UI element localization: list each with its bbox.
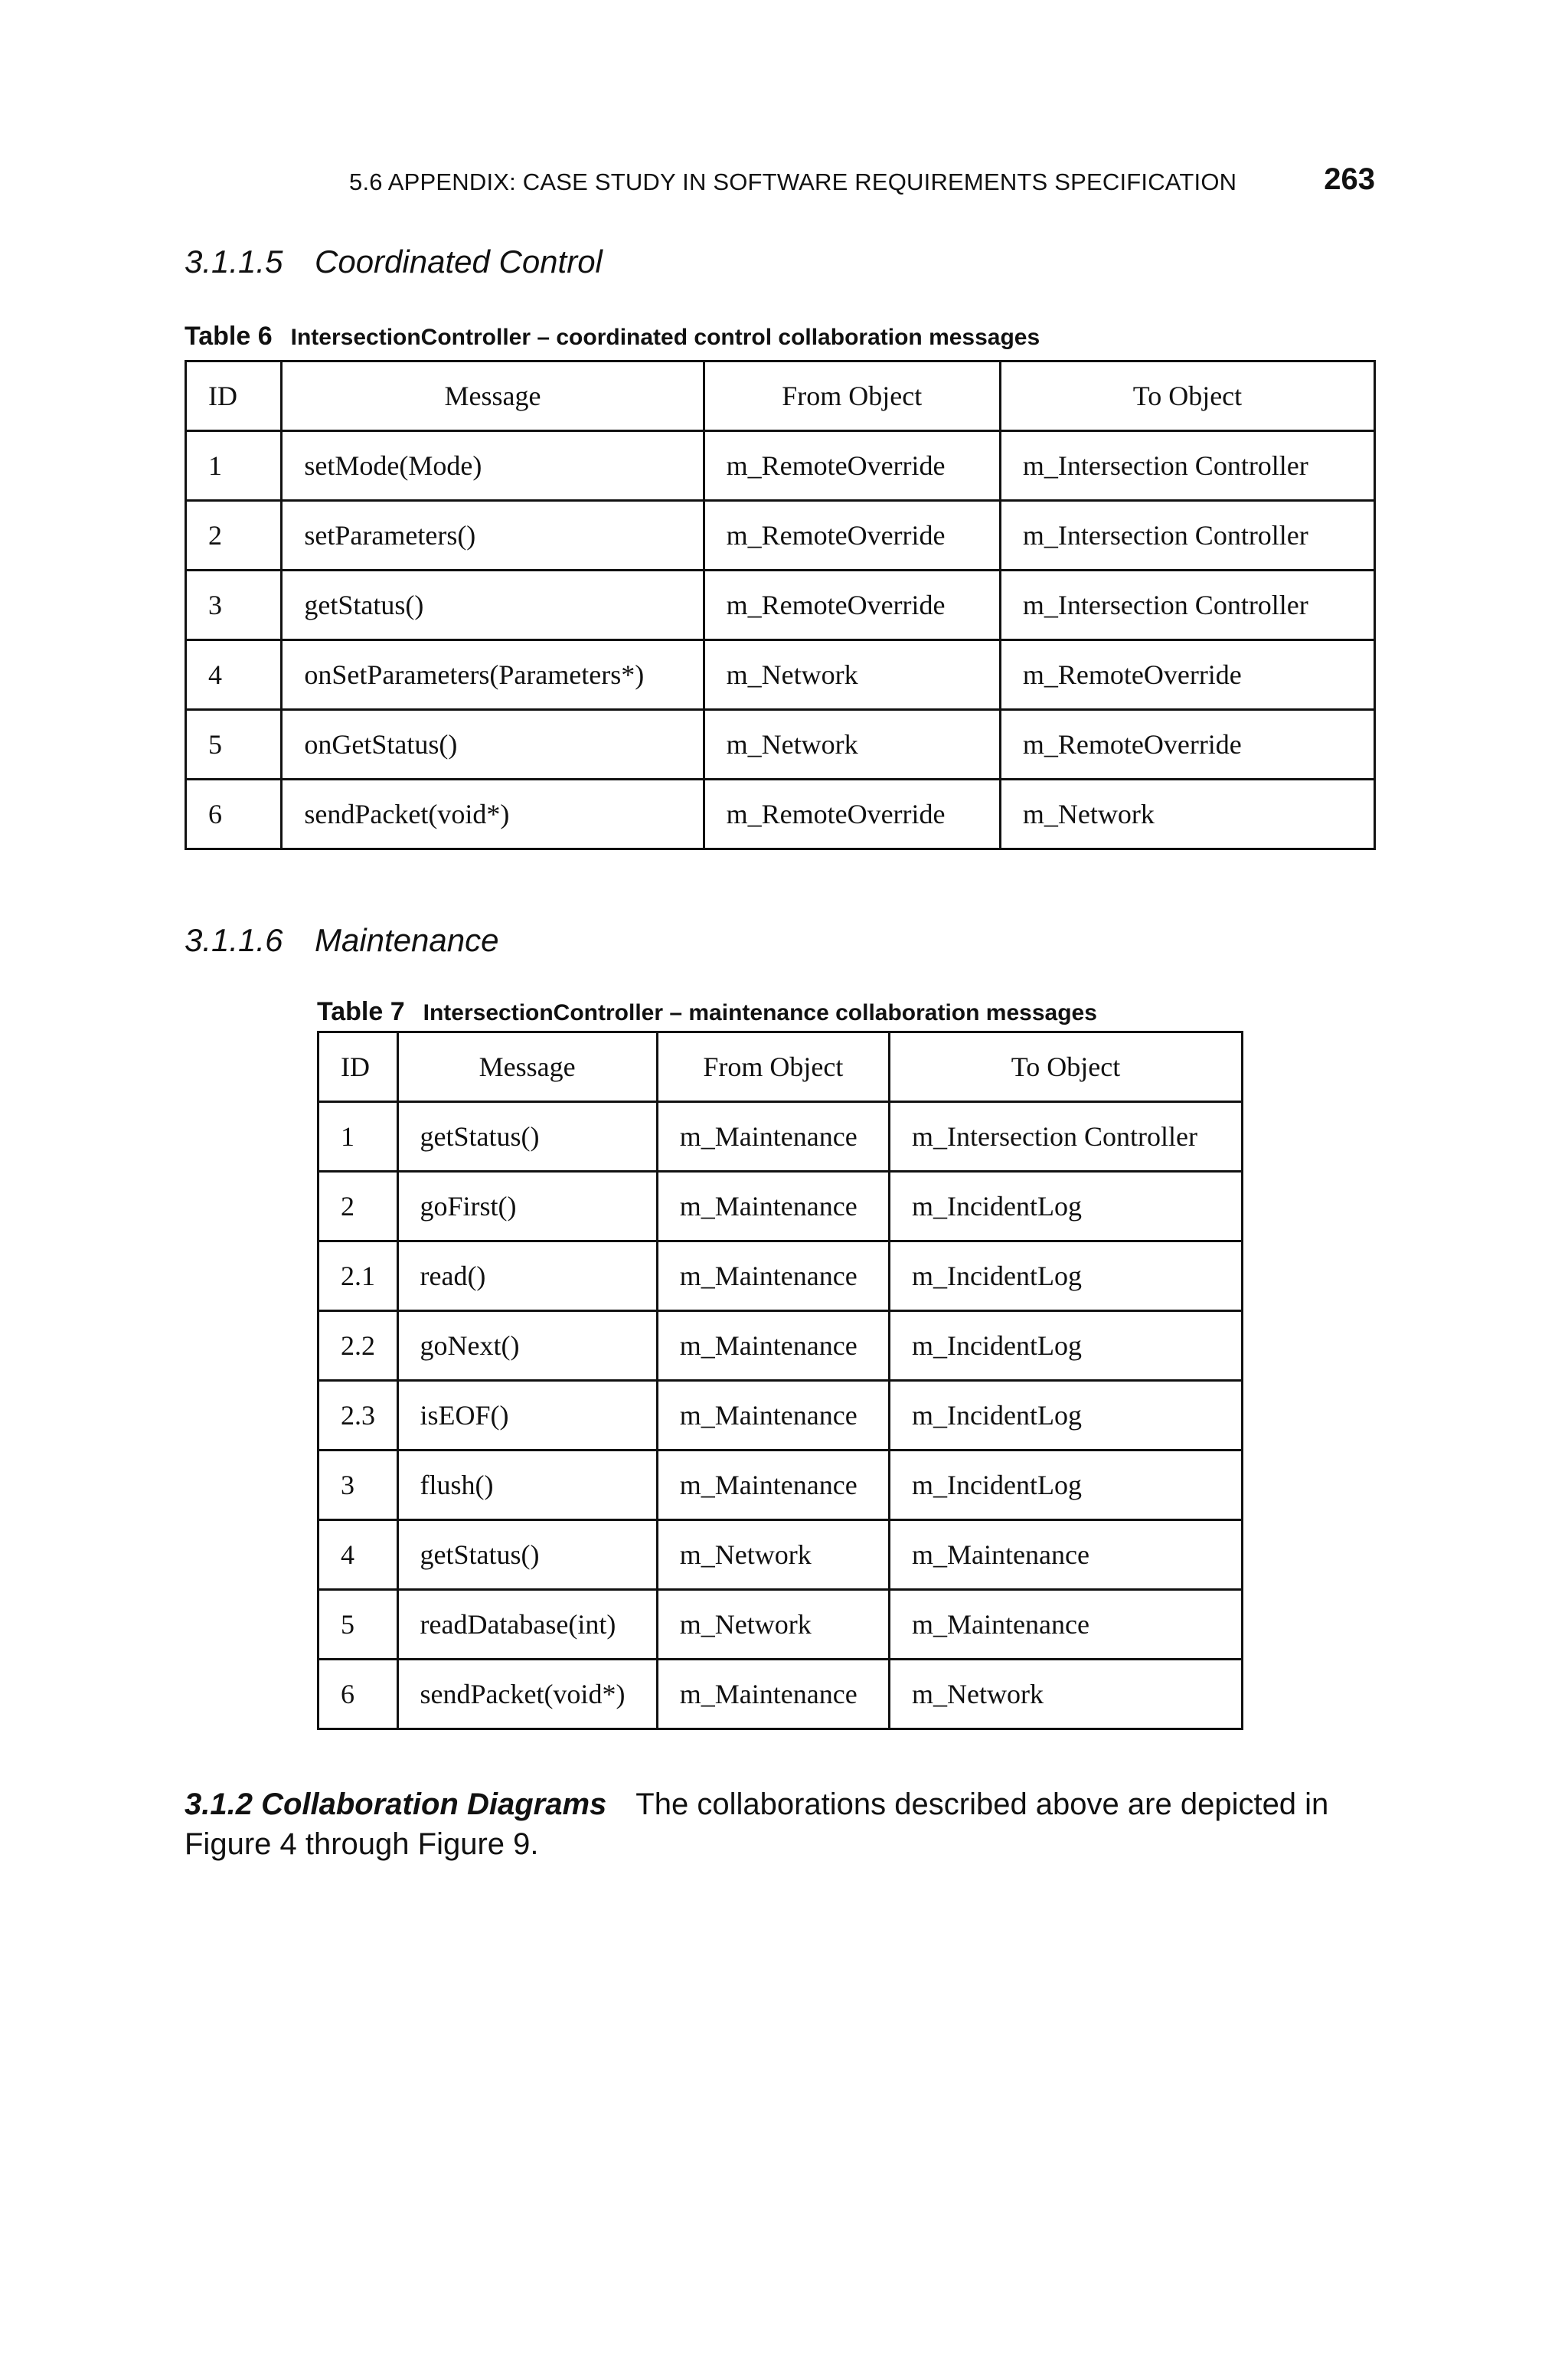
section-title: Coordinated Control	[315, 244, 603, 280]
cell-message: getStatus()	[282, 571, 704, 640]
table7-caption-text: IntersectionController – maintenance collaboration messages	[423, 1000, 1097, 1025]
cell-message: read()	[397, 1241, 657, 1311]
cell-to: m_Intersection Controller	[1000, 501, 1374, 571]
table-row	[318, 1590, 1243, 1660]
table6-caption-text: IntersectionController – coordinated control collaboration messages	[290, 325, 1040, 350]
cell-to: m_IncidentLog	[890, 1172, 1243, 1241]
cell-from: m_RemoteOverride	[704, 431, 1000, 501]
cell-message: readDatabase(int)	[397, 1590, 657, 1660]
cell-to: m_Maintenance	[890, 1590, 1243, 1660]
section-heading-coordinated-control	[185, 244, 603, 280]
cell-from: m_Network	[657, 1520, 889, 1590]
cell-to: m_IncidentLog	[890, 1381, 1243, 1451]
cell-id: 5	[318, 1590, 398, 1660]
cell-from: m_RemoteOverride	[704, 501, 1000, 571]
cell-from: m_Maintenance	[657, 1102, 889, 1172]
header-from-object: From Object	[704, 361, 1000, 431]
cell-id: 5	[186, 710, 282, 780]
cell-id: 1	[318, 1102, 398, 1172]
cell-message: sendPacket(void*)	[282, 780, 704, 849]
cell-id: 3	[186, 571, 282, 640]
cell-id: 2.2	[318, 1311, 398, 1381]
cell-id: 2.1	[318, 1241, 398, 1311]
table7-caption	[317, 997, 1097, 1027]
cell-message: flush()	[397, 1451, 657, 1520]
cell-from: m_Network	[657, 1590, 889, 1660]
cell-message: onGetStatus()	[282, 710, 704, 780]
cell-to: m_RemoteOverride	[1000, 640, 1374, 710]
cell-from: m_Maintenance	[657, 1451, 889, 1520]
cell-message: isEOF()	[397, 1381, 657, 1451]
cell-id: 2	[186, 501, 282, 571]
table-row	[186, 640, 1375, 710]
cell-from: m_RemoteOverride	[704, 571, 1000, 640]
cell-id: 6	[186, 780, 282, 849]
cell-from: m_Maintenance	[657, 1172, 889, 1241]
table-row	[318, 1451, 1243, 1520]
cell-from: m_Maintenance	[657, 1241, 889, 1311]
section-number: 3.1.1.6	[185, 922, 283, 958]
cell-from: m_Maintenance	[657, 1381, 889, 1451]
table-row	[318, 1520, 1243, 1590]
cell-to: m_IncidentLog	[890, 1241, 1243, 1311]
page-number: 263	[1324, 162, 1375, 196]
table7-header-row	[318, 1032, 1243, 1102]
cell-to: m_IncidentLog	[890, 1451, 1243, 1520]
cell-message: onSetParameters(Parameters*)	[282, 640, 704, 710]
body-paragraph	[185, 1784, 1379, 1864]
cell-to: m_RemoteOverride	[1000, 710, 1374, 780]
cell-message: setParameters()	[282, 501, 704, 571]
table6-caption	[185, 322, 1040, 352]
table-row	[318, 1660, 1243, 1729]
cell-id: 2	[318, 1172, 398, 1241]
table7	[317, 1031, 1243, 1730]
section-heading-maintenance	[185, 922, 499, 959]
running-head	[349, 162, 1375, 201]
table-row	[186, 710, 1375, 780]
table-row	[186, 571, 1375, 640]
cell-from: m_Maintenance	[657, 1311, 889, 1381]
table-row	[318, 1381, 1243, 1451]
header-to-object: To Object	[890, 1032, 1243, 1102]
cell-message: setMode(Mode)	[282, 431, 704, 501]
cell-to: m_IncidentLog	[890, 1311, 1243, 1381]
cell-id: 6	[318, 1660, 398, 1729]
table-row	[318, 1311, 1243, 1381]
cell-id: 1	[186, 431, 282, 501]
cell-message: getStatus()	[397, 1102, 657, 1172]
header-id: ID	[186, 361, 282, 431]
cell-to: m_Network	[1000, 780, 1374, 849]
paragraph-text: The collaborations described above are depicted in Figure 4 through Figure 9.	[185, 1787, 1329, 1861]
cell-to: m_Intersection Controller	[1000, 431, 1374, 501]
cell-from: m_Network	[704, 640, 1000, 710]
table6	[185, 360, 1376, 850]
cell-id: 4	[318, 1520, 398, 1590]
cell-message: getStatus()	[397, 1520, 657, 1590]
table-row	[318, 1241, 1243, 1311]
header-id: ID	[318, 1032, 398, 1102]
subsection-heading: 3.1.2 Collaboration Diagrams	[185, 1787, 607, 1821]
section-number: 3.1.1.5	[185, 244, 283, 280]
cell-message: sendPacket(void*)	[397, 1660, 657, 1729]
table6-label: Table 6	[185, 322, 273, 351]
header-from-object: From Object	[657, 1032, 889, 1102]
cell-from: m_Network	[704, 710, 1000, 780]
cell-to: m_Intersection Controller	[1000, 571, 1374, 640]
table-row	[186, 431, 1375, 501]
cell-id: 4	[186, 640, 282, 710]
section-title: Maintenance	[315, 922, 499, 958]
cell-id: 2.3	[318, 1381, 398, 1451]
cell-to: m_Maintenance	[890, 1520, 1243, 1590]
cell-to: m_Network	[890, 1660, 1243, 1729]
cell-id: 3	[318, 1451, 398, 1520]
cell-to: m_Intersection Controller	[890, 1102, 1243, 1172]
table-row	[186, 501, 1375, 571]
table6-header-row	[186, 361, 1375, 431]
table-row	[186, 780, 1375, 849]
table-row	[318, 1172, 1243, 1241]
cell-from: m_Maintenance	[657, 1660, 889, 1729]
cell-message: goNext()	[397, 1311, 657, 1381]
table7-label: Table 7	[317, 997, 405, 1026]
running-head-text: 5.6 APPENDIX: CASE STUDY IN SOFTWARE REQUIREMENTS SPECIFICATION	[349, 168, 1237, 195]
table-row	[318, 1102, 1243, 1172]
header-to-object: To Object	[1000, 361, 1374, 431]
header-message: Message	[282, 361, 704, 431]
cell-message: goFirst()	[397, 1172, 657, 1241]
header-message: Message	[397, 1032, 657, 1102]
cell-from: m_RemoteOverride	[704, 780, 1000, 849]
